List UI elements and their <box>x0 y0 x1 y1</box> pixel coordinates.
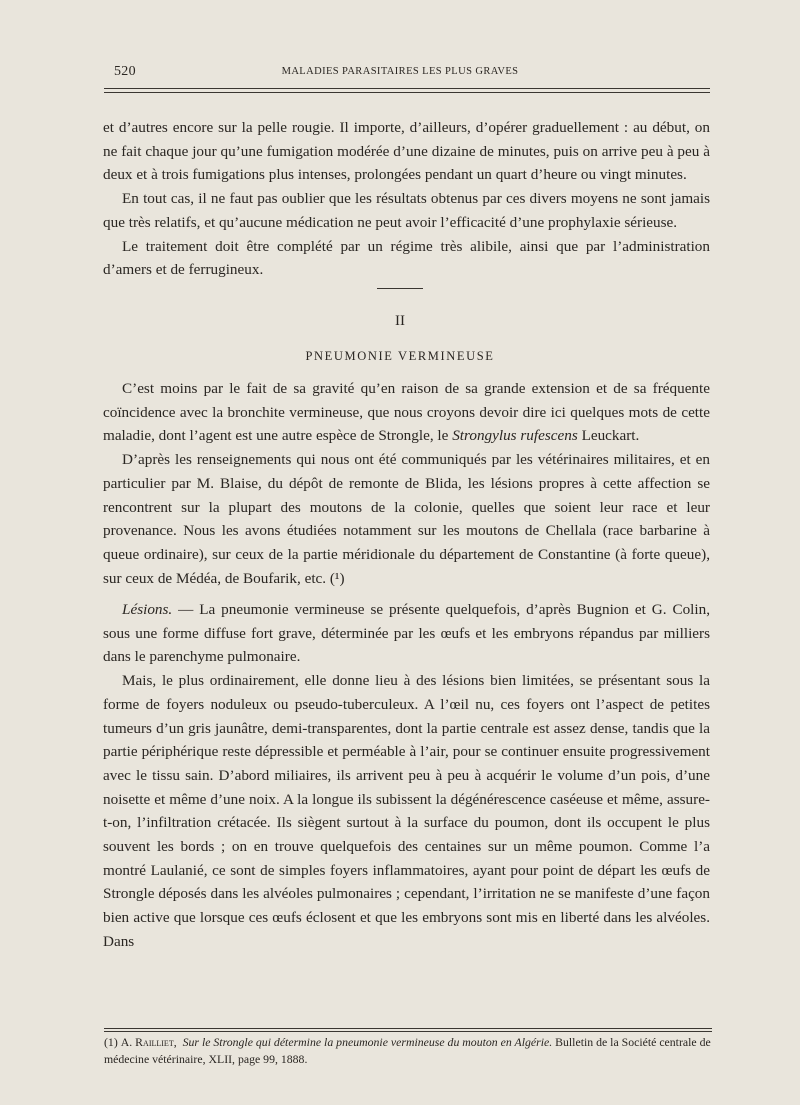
paragraph-text: — La pneumonie vermineuse se présente quelquefois, d’après Bugnion et G. Colin, sous une forme diffuse fort grave, déterminée par les œufs et les embryons répandus par milliers dans le parenchyme pulmonaire. <box>103 601 710 666</box>
text-block-lesions <box>103 598 710 954</box>
paragraph <box>103 598 710 669</box>
paragraph: Le traitement doit être complété par un régime très alibile, ainsi que par l’administration d’amers et de ferrugineux. <box>103 237 710 279</box>
running-title: MALADIES PARASITAIRES LES PLUS GRAVES <box>281 66 519 77</box>
footnote-marker: (1) <box>104 1035 118 1049</box>
section-number: II <box>395 313 405 329</box>
subsection-label: Lésions. <box>122 601 173 618</box>
text-block-intro <box>103 377 710 590</box>
paragraph: et d’autres encore sur la pelle rougie. Il importe, d’ailleurs, d’opérer graduellement : au début, on ne fait chaque jour qu’une fumigation modérée d’une dizaine de minutes, puis on arrive peu à peu à deux et à trois fumigations plus intenses, prolongées pendant un quart d’heure ou vingt minutes. <box>103 119 710 184</box>
footnote-title: Sur le Strongle qui détermine la pneumonie vermineuse du mouton en Algérie. <box>182 1035 553 1049</box>
paragraph-text: C’est moins par le fait de sa gravité qu’en raison de sa grande extension et de sa fréquente coïncidence avec la bronchite vermineuse, que nous croyons devoir dire ici quelques mots de cette maladie, dont l’agent est une autre espèce de Strongle, le <box>103 380 710 445</box>
species-name: Strongylus rufescens <box>452 427 578 445</box>
footnote-rule <box>104 1028 712 1032</box>
paragraph: En tout cas, il ne faut pas oublier que les résultats obtenus par ces divers moyens ne sont jamais que très relatifs, et qu’aucune médication ne peut avoir l’efficacité d’une prophylaxie sérieuse. <box>103 190 710 231</box>
text-block-treatment <box>103 116 710 282</box>
page-number: 520 <box>114 64 136 79</box>
header-rule <box>104 88 710 93</box>
paragraph-text: Leuckart. <box>577 427 640 445</box>
section-title: PNEUMONIE VERMINEUSE <box>305 349 495 363</box>
paragraph: Mais, le plus ordinairement, elle donne lieu à des lésions bien limitées, se présentant sous la forme de foyers noduleux ou pseudo-tuberculeux. A l’œil nu, ces foyers ont l’aspect de petites tumeurs d’un gris jaunâtre, demi-transparentes, dont la partie centrale est assez dense, tandis que la partie périphérique reste dépressible et perméable à l’air, pour se continuer ensuite progressivement avec le tissu sain. D’abord miliaires, ils arrivent peu à peu à acquérir le volume d’un pois, d’une noisette et même d’une noix. A la longue ils subissent la dégénérescence caséeuse et même, assure-t-on, l’infiltration crétacée. Ils siègent surtout à la surface du poumon, dont ils occupent le plus souvent les bords ; on en trouve quelquefois des centaines sur un même poumon. Comme l’a montré Laulanié, ce sont de simples foyers inflammatoires, ayant pour point de départ les œufs de Strongle déposés dans les alvéoles pulmonaires ; cependant, l’irritation ne se manifeste d’une façon bien active que lorsque ces œufs éclosent et que les embryons sont mis en liberté dans les alvéoles. Dans <box>103 672 710 950</box>
section-separator <box>377 288 423 289</box>
footnote-author: A. Railliet, <box>120 1035 177 1049</box>
paragraph <box>103 377 710 448</box>
paragraph: D’après les renseignements qui nous ont été communiqués par les vétérinaires militaires, et en particulier par M. Blaise, du dépôt de remonte de Blida, les lésions propres à cette affection se rencontrent sur la plupart des moutons de la colonie, quelles que soient leur race et leur provenance. Nous les avons étudiées notamment sur les moutons de Chellala (race barbarine à queue ordinaire), sur ceux de la partie méridionale du département de Constantine (à forte queue), sur ceux de Médéa, de Boufarik, etc. (¹) <box>103 451 710 587</box>
footnote <box>104 1034 712 1068</box>
footnote-citation: Bulletin de la Société centrale de médecine vétérinaire, XLII, page 99, 1888. <box>104 1035 711 1066</box>
running-header <box>90 62 710 82</box>
